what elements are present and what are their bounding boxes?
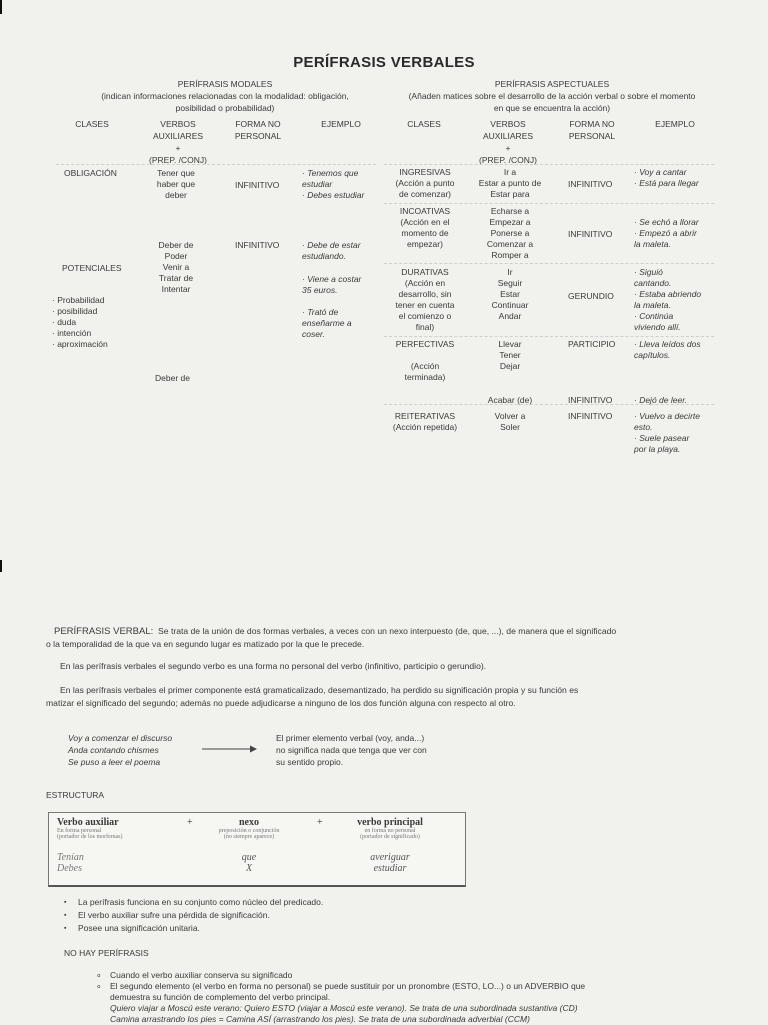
clase-desc-line: (Acción repetida)	[392, 422, 458, 432]
verb-line: Tener que	[157, 168, 195, 178]
verb-line: Estar para	[490, 189, 530, 199]
header-line: AUXILIARES	[482, 131, 534, 141]
verb-line: deber	[165, 190, 187, 200]
verb-line: Poder	[164, 251, 188, 261]
page-title: PERÍFRASIS VERBALES	[293, 54, 475, 71]
table-divider	[384, 336, 714, 337]
potenciales-sublist	[52, 295, 108, 350]
col-sub: preposición o conjunción	[218, 828, 280, 834]
verb-line: Estar a punto de	[478, 178, 542, 188]
modales-title: PERÍFRASIS MODALES	[177, 79, 273, 89]
example-line: · Empezó a abrir	[634, 228, 697, 238]
row-perfectivas	[386, 339, 464, 383]
perfectivas-ejemplo	[634, 339, 724, 361]
example-line: · Estaba abriendo	[634, 289, 702, 299]
incoativas-forma: INFINITIVO	[568, 229, 613, 239]
durativas-verbos	[466, 267, 554, 322]
header-line: VERBOS	[160, 119, 196, 129]
clase-label: REITERATIVAS	[394, 411, 456, 421]
perfectivas-verbos	[466, 339, 554, 372]
example-line: viviendo allí.	[634, 322, 681, 332]
modales-header-verbos	[140, 118, 216, 166]
verb-line: Llevar	[498, 339, 522, 349]
spacer	[386, 350, 464, 361]
clase-desc-line: (Acción	[410, 361, 440, 371]
aspectuales-desc-line: en que se encuentra la acción)	[493, 103, 611, 113]
table-divider	[384, 164, 714, 165]
scan-edge-mark	[0, 0, 2, 14]
row-reiterativas	[386, 411, 464, 433]
row-incoativas	[386, 206, 464, 250]
estructura-label: ESTRUCTURA	[46, 790, 105, 800]
verb-line: Venir a	[162, 262, 190, 272]
verb-line: Seguir	[497, 278, 523, 288]
verb-line: Volver a	[494, 411, 526, 421]
clase-desc-line: desarrollo, sin	[398, 289, 452, 299]
examples-list	[68, 732, 172, 768]
col-verbo-auxiliar	[57, 817, 167, 874]
example-line: · Tenemos que	[302, 168, 359, 178]
row-durativas	[386, 267, 464, 333]
paragraph-first-component	[46, 684, 726, 710]
clase-label: INGRESIVAS	[399, 167, 451, 177]
clase-label: DURATIVAS	[401, 267, 449, 277]
definition-term: PERÍFRASIS VERBAL:	[54, 626, 154, 637]
example-line: · Trató de	[302, 307, 339, 317]
arrow-right-icon	[202, 744, 258, 754]
list-item-line: Camina arrastrando los pies = Camina ASÍ (arrastrando los pies). Se trata de una subordinada adverbial (CCM)	[110, 1014, 530, 1024]
header-line: FORMA NO	[569, 119, 615, 129]
aspectuales-desc-line: (Añaden matices sobre el desarrollo de la acción verbal o sobre el momento	[408, 91, 696, 101]
aspectuales-header-forma	[560, 118, 624, 142]
durativas-forma: GERUNDIO	[568, 291, 614, 301]
scan-edge-mark	[0, 560, 2, 572]
col-head: Verbo auxiliar	[57, 817, 119, 828]
example-line: esto.	[634, 422, 653, 432]
example-line: · Está para llegar	[634, 178, 699, 188]
header-line: AUXILIARES	[152, 131, 204, 141]
example-line: capítulos.	[634, 350, 671, 360]
modales-header-clases: CLASES	[75, 119, 109, 129]
col-example: averiguar	[370, 852, 410, 863]
list-item: ∘ Cuando el verbo auxiliar conserva su significado	[96, 970, 736, 981]
verb-line: Tratar de	[158, 273, 194, 283]
acabar-ejemplo: · Dejó de leer.	[634, 395, 688, 405]
reiterativas-verbos	[466, 411, 554, 433]
durativas-ejemplo	[634, 267, 724, 333]
definition-paragraph	[46, 625, 726, 651]
header-line: +	[505, 143, 511, 153]
example-line: Se puso a leer el poema	[68, 757, 161, 767]
clase-desc-line: (Acción a punto	[395, 178, 455, 188]
col-verbo-principal	[325, 817, 455, 874]
potenciales-verbos	[138, 240, 214, 295]
paragraph-line: En las perífrasis verbales el primer componente está gramaticalizado, desemantizado, ha perdido su significación propia y su función es	[60, 685, 579, 695]
example-line: Anda contando chismes	[68, 745, 159, 755]
aspectuales-header-ejemplo: EJEMPLO	[655, 119, 695, 129]
col-sub: en forma no personal	[364, 828, 416, 834]
col-sub: En forma personal	[57, 828, 102, 834]
explanation-line: su sentido propio.	[276, 757, 344, 767]
list-item-line: demuestra su función de complemento del verbo principal.	[110, 992, 331, 1002]
example-line: estudiando.	[302, 251, 346, 261]
col-example: que	[241, 852, 257, 863]
list-item	[96, 981, 736, 1025]
obligacion-forma: INFINITIVO	[235, 180, 280, 190]
list-item: ▪ El verbo auxiliar sufre una pérdida de significación.	[64, 909, 323, 922]
potenciales-ejemplo-3	[302, 307, 376, 340]
example-line: · Viene a costar	[302, 274, 362, 284]
modales-section-header	[60, 78, 390, 114]
clase-label: PERFECTIVAS	[395, 339, 455, 349]
row-clase-obligacion: OBLIGACIÓN	[64, 168, 117, 178]
example-line: por la playa.	[634, 444, 681, 454]
potenciales-ejemplo-1	[302, 240, 376, 262]
table-divider	[384, 263, 714, 264]
verb-line: Dejar	[499, 361, 521, 371]
example-line: Voy a comenzar el discurso	[68, 733, 173, 743]
no-hay-label: NO HAY PERÍFRASIS	[64, 948, 149, 958]
verb-line: haber que	[156, 179, 196, 189]
list-item-line: Quiero viajar a Moscú este verano: Quiero ESTO (viajar a Moscú este verano). Se trata de una subordinada sustantiva (CD)	[110, 1003, 578, 1013]
reiterativas-forma: INFINITIVO	[568, 411, 613, 421]
examples-explanation	[276, 732, 427, 768]
example-line: · Vuelvo a decirte	[634, 411, 700, 421]
example-line: enseñarme a	[302, 318, 352, 328]
example-line: la maleta.	[634, 239, 671, 249]
paragraph-line: matizar el significado del segundo; además no puede adjudicarse a ninguno de los dos función alguna con respecto al otro.	[46, 698, 516, 708]
example-line: coser.	[302, 329, 325, 339]
verb-line: Deber de	[158, 240, 194, 250]
example-line: la maleta.	[634, 300, 671, 310]
potenciales-deber-de: Deber de	[155, 373, 190, 383]
aspectuales-section-header	[384, 78, 720, 114]
definition-text: o la temporalidad de la que va en segundo lugar es matizado por la que le precede.	[46, 639, 365, 649]
header-line: PERSONAL	[234, 131, 282, 141]
incoativas-verbos	[466, 206, 554, 261]
acabar-verbos: Acabar (de)	[487, 395, 533, 405]
modales-header-forma	[228, 118, 288, 142]
example-line: · Suele pasear	[634, 433, 690, 443]
no-hay-list	[96, 970, 736, 1025]
header-line: +	[175, 143, 181, 153]
sublist-item: · aproximación	[52, 339, 108, 349]
verb-line: Estar	[500, 289, 520, 299]
obligacion-verbos	[138, 168, 214, 201]
col-example: Debes	[57, 863, 82, 874]
plus-sign: +	[317, 817, 323, 828]
clase-desc-line: momento de	[401, 228, 449, 238]
ingresivas-ejemplo	[634, 167, 724, 189]
characteristics-list	[64, 896, 323, 935]
modales-desc-line: posibilidad o probabilidad)	[175, 103, 275, 113]
verb-line: Tener	[499, 350, 521, 360]
clase-desc-line: empezar)	[407, 239, 443, 249]
verb-line: Ir	[507, 267, 513, 277]
clase-label: INCOATIVAS	[399, 206, 451, 216]
acabar-forma: INFINITIVO	[568, 395, 613, 405]
clase-desc-line: (Acción en el	[400, 217, 450, 227]
verb-line: Andar	[498, 311, 522, 321]
verb-line: Intentar	[161, 284, 191, 294]
col-nexo	[189, 817, 309, 874]
row-ingresivas	[386, 167, 464, 200]
clase-desc-line: terminada)	[404, 372, 446, 382]
list-item: ▪ Posee una significación unitaria.	[64, 922, 323, 935]
col-sub: (portador de los morfemas)	[57, 834, 123, 840]
verb-line: Echarse a	[490, 206, 530, 216]
col-example: Tenían	[57, 852, 84, 863]
table-divider	[384, 203, 714, 204]
col-head: nexo	[239, 817, 259, 828]
modales-desc-line: (indican informaciones relacionadas con la modalidad: obligación,	[101, 91, 349, 101]
ingresivas-forma: INFINITIVO	[568, 179, 613, 189]
table-divider	[56, 164, 376, 165]
example-line: 35 euros.	[302, 285, 338, 295]
verb-line: Romper a	[491, 250, 529, 260]
col-example: X	[245, 863, 253, 874]
header-line: PERSONAL	[568, 131, 616, 141]
incoativas-ejemplo	[634, 217, 724, 250]
explanation-line: no significa nada que tenga que ver con	[276, 745, 427, 755]
clase-desc-line: (Acción en	[404, 278, 446, 288]
clase-desc-line: final)	[415, 322, 435, 332]
definition-text: Se trata de la unión de dos formas verbales, a veces con un nexo interpuesto (de, que, ...), de manera que el significado	[158, 626, 617, 636]
clase-desc-line: de comenzar)	[399, 189, 451, 199]
potenciales-forma: INFINITIVO	[235, 240, 280, 250]
example-line: · Continúa	[634, 311, 674, 321]
modales-header-ejemplo: EJEMPLO	[321, 119, 361, 129]
header-line: VERBOS	[490, 119, 526, 129]
example-line: · Se echó a llorar	[634, 217, 699, 227]
plus-sign: +	[187, 817, 193, 828]
example-line: estudiar	[302, 179, 333, 189]
example-line: · Debes estudiar	[302, 190, 365, 200]
explanation-line: El primer elemento verbal (voy, anda...)	[276, 733, 425, 743]
col-head: verbo principal	[357, 817, 423, 828]
col-sub: (no siempre aparece)	[223, 834, 275, 840]
header-line: (PREP. /CONJ)	[479, 155, 537, 165]
paragraph-second-verb: En las perífrasis verbales el segundo verbo es una forma no personal del verbo (infinitivo, participio o gerundio).	[60, 661, 487, 671]
col-sub: (portador de significado)	[360, 834, 420, 840]
example-line: cantando.	[634, 278, 672, 288]
aspectuales-title: PERÍFRASIS ASPECTUALES	[494, 79, 610, 89]
verb-line: Continuar	[491, 300, 529, 310]
sublist-item: · duda	[52, 317, 77, 327]
col-example: estudiar	[373, 863, 407, 874]
row-clase-potenciales: POTENCIALES	[62, 263, 122, 273]
definition-line	[46, 625, 726, 638]
perfectivas-forma: PARTICIPIO	[568, 339, 616, 349]
sublist-item: · intención	[52, 328, 92, 338]
example-line: · Lleva leídos dos	[634, 339, 701, 349]
clase-desc-line: el comienzo o	[398, 311, 452, 321]
aspectuales-header-verbos	[470, 118, 546, 166]
estructura-box	[48, 812, 466, 887]
obligacion-ejemplo	[302, 168, 376, 201]
example-line: · Voy a cantar	[634, 167, 687, 177]
verb-line: Comenzar a	[486, 239, 534, 249]
clase-desc-line: tener en cuenta	[395, 300, 455, 310]
verb-line: Empezar a	[489, 217, 531, 227]
verb-line: Ponerse a	[490, 228, 530, 238]
header-line: (PREP. /CONJ)	[149, 155, 207, 165]
list-item: ▪ La perífrasis funciona en su conjunto como núcleo del predicado.	[64, 896, 323, 909]
ingresivas-verbos	[466, 167, 554, 200]
example-line: · Debe de estar	[302, 240, 361, 250]
header-line: FORMA NO	[235, 119, 281, 129]
example-line: · Siguió	[634, 267, 663, 277]
sublist-item: · posibilidad	[52, 306, 98, 316]
potenciales-ejemplo-2	[302, 274, 376, 296]
list-item-line: ∘ El segundo elemento (el verbo en forma no personal) se puede sustituir por un pronombre (ESTO, LO...) o un ADVERBIO que	[110, 981, 586, 991]
verb-line: Ir a	[503, 167, 517, 177]
verb-line: Soler	[500, 422, 520, 432]
reiterativas-ejemplo	[634, 411, 724, 455]
sublist-item: · Probabilidad	[52, 295, 105, 305]
aspectuales-header-clases: CLASES	[407, 119, 441, 129]
